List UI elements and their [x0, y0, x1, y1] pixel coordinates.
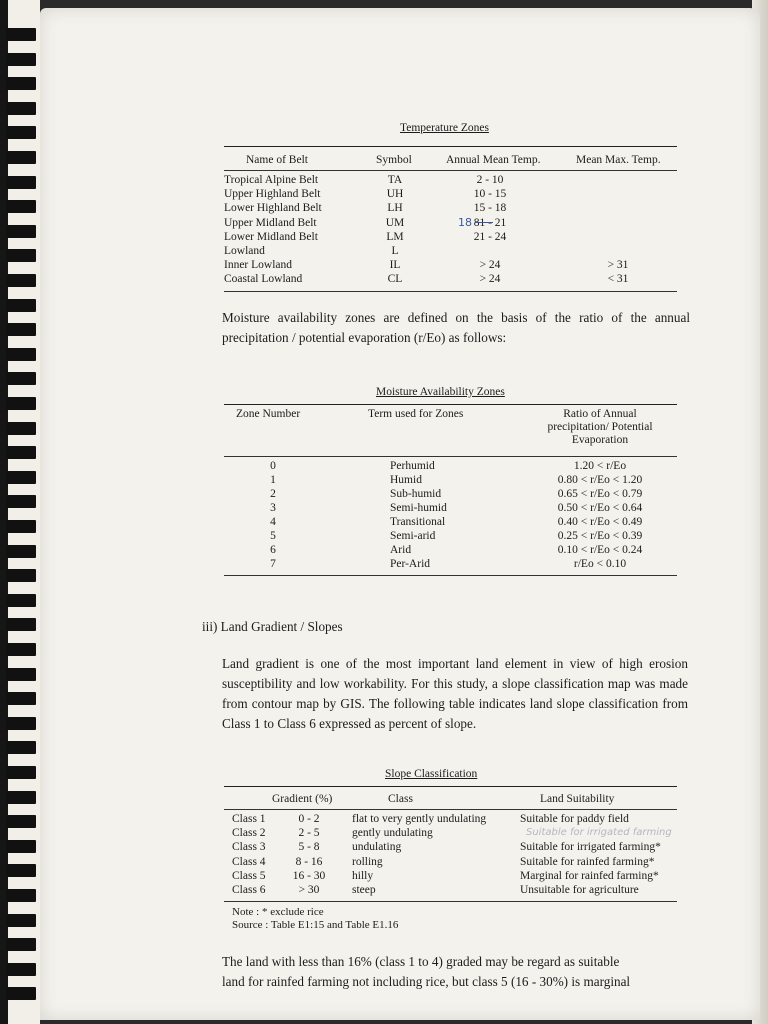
binding-hole [6, 766, 36, 779]
closing-paragraph-line-1: The land with less than 16% (class 1 to 4) graded may be regard as suitable [222, 954, 620, 969]
binding-hole [6, 471, 36, 484]
table-rule [224, 786, 677, 787]
table-cell: 0.10 < r/Eo < 0.24 [557, 544, 643, 556]
table-cell: LM [386, 230, 404, 243]
binding-hole [6, 495, 36, 508]
table-cell: Marginal for rainfed farming* [520, 869, 659, 882]
moisture-header-zone: Zone Number [236, 408, 301, 420]
table-cell: 4 [270, 516, 276, 528]
table-cell: Semi-humid [390, 502, 447, 514]
table-rule [224, 146, 677, 147]
binding-hole [6, 717, 36, 730]
table-cell: Class 3 [232, 841, 266, 854]
binding-hole [6, 938, 36, 951]
binding-hole [6, 987, 36, 1000]
binding-hole [6, 28, 36, 41]
table-cell: 0.50 < r/Eo < 0.64 [557, 502, 643, 514]
binding-hole [6, 102, 36, 115]
table-cell: 6 [270, 544, 276, 556]
table-cell: Class 2 [232, 827, 266, 840]
table-cell: 5 [270, 530, 276, 542]
table-cell: Transitional [390, 516, 446, 528]
table-cell: undulating [352, 841, 402, 854]
slope-header-gradient: Gradient (%) [272, 793, 333, 805]
table-rule [224, 291, 677, 292]
table-rule [224, 809, 677, 810]
binding-hole [6, 643, 36, 656]
table-cell: Tropical Alpine Belt [224, 174, 319, 186]
table-cell: LH [387, 202, 403, 215]
table-cell: 21 - 24 [473, 230, 507, 243]
table-cell: Coastal Lowland [224, 273, 303, 286]
binding-hole [6, 274, 36, 287]
binding-hole [6, 422, 36, 435]
temp-header-name: Name of Belt [246, 154, 308, 166]
table-cell: 0.40 < r/Eo < 0.49 [557, 516, 643, 528]
binding-hole [6, 225, 36, 238]
table-cell: hilly [352, 869, 374, 882]
table-rule [224, 456, 677, 457]
table-cell: 2 [270, 488, 276, 500]
table-rule [224, 170, 677, 171]
binding-hole [6, 323, 36, 336]
binding-hole [6, 864, 36, 877]
moisture-header-term: Term used for Zones [368, 408, 464, 420]
binding-hole [6, 963, 36, 976]
table-cell: Perhumid [390, 460, 435, 472]
table-cell: Lower Midland Belt [224, 230, 318, 243]
table-cell: 0.65 < r/Eo < 0.79 [557, 488, 643, 500]
table-cell: CL [387, 273, 403, 286]
table-cell: Lowland [224, 245, 265, 257]
table-cell: > 31 [607, 259, 629, 272]
table-cell: rolling [352, 855, 383, 868]
binding-hole [6, 741, 36, 754]
table-cell: > 24 [479, 259, 501, 272]
table-cell: Upper Midland Belt [224, 216, 317, 229]
table-cell: 5 - 8 [298, 841, 320, 854]
table-cell: 16 - 30 [292, 869, 326, 882]
table-cell: UM [385, 216, 405, 229]
binding-hole [6, 348, 36, 361]
table-cell: Class 6 [232, 884, 266, 896]
binding-hole [6, 299, 36, 312]
table-cell: 0 - 2 [298, 813, 320, 825]
table-cell: Class 1 [232, 813, 266, 825]
table-cell: Humid [390, 474, 422, 486]
table-cell: Arid [390, 544, 412, 556]
table-cell: IL [389, 259, 401, 272]
binding-hole [6, 791, 36, 804]
table-cell: < 31 [607, 273, 629, 286]
table-cell: 81 - 21 [473, 216, 507, 229]
table-cell: Semi-arid [390, 530, 436, 542]
table-cell: 0 [270, 460, 276, 472]
binding-hole [6, 692, 36, 705]
binding-hole [6, 889, 36, 902]
binding-hole [6, 372, 36, 385]
table-cell: steep [352, 884, 376, 896]
table-cell: Upper Highland Belt [224, 188, 321, 201]
table-cell: Suitable for rainfed farming* [520, 855, 655, 868]
slope-table-source: Source : Table E1:15 and Table E1.16 [232, 919, 399, 931]
moisture-table-caption: Moisture Availability Zones [376, 386, 505, 398]
table-cell: Lower Highland Belt [224, 202, 322, 215]
binding-hole [6, 176, 36, 189]
temp-header-symbol: Symbol [376, 154, 412, 166]
table-cell: r/Eo < 0.10 [573, 558, 627, 570]
table-cell: gently undulating [352, 827, 433, 840]
table-cell: 8 - 16 [295, 855, 323, 868]
binding-hole [6, 594, 36, 607]
table-cell: 0.80 < r/Eo < 1.20 [557, 474, 643, 486]
slope-table-note: Note : * exclude rice [232, 906, 324, 918]
moisture-header-ratio: Ratio of Annual precipitation/ Potential Evaporation [547, 408, 653, 446]
table-rule [224, 901, 677, 902]
moisture-intro-paragraph: Moisture availability zones are defined on the basis of the ratio of the annual precipitation / potential evaporation (r/Eo) as follows: [222, 310, 690, 345]
section-heading: iii) Land Gradient / Slopes [202, 619, 343, 634]
binding-hole [6, 151, 36, 164]
binding-hole [6, 397, 36, 410]
table-cell: TA [387, 174, 403, 186]
binding-hole [6, 914, 36, 927]
table-cell: flat to very gently undulating [352, 813, 487, 825]
binding-hole [6, 569, 36, 582]
table-cell: Class 5 [232, 869, 266, 882]
binding-hole [6, 53, 36, 66]
temp-header-mean-max: Mean Max. Temp. [576, 154, 661, 166]
table-cell: Class 4 [232, 855, 266, 868]
binding-hole [6, 815, 36, 828]
table-cell: Per-Arid [390, 558, 431, 570]
document-page [40, 8, 760, 1020]
table-cell: 3 [270, 502, 276, 514]
binding-hole [6, 446, 36, 459]
temperature-table-caption: Temperature Zones [400, 122, 489, 134]
table-cell: 15 - 18 [473, 202, 507, 215]
table-cell: 1.20 < r/Eo [573, 460, 627, 472]
table-cell: Unsuitable for agriculture [520, 884, 639, 896]
binding-hole [6, 249, 36, 262]
slope-header-class: Class [388, 793, 413, 805]
binding-hole [6, 545, 36, 558]
table-cell: 1 [270, 474, 276, 486]
table-cell: UH [386, 188, 404, 201]
table-cell: > 24 [479, 273, 501, 286]
table-cell: Suitable for irrigated farming* [520, 841, 661, 854]
handwritten-correction: 18 [458, 216, 472, 229]
binding-hole [6, 618, 36, 631]
table-cell: > 30 [298, 884, 320, 896]
table-cell: 0.25 < r/Eo < 0.39 [557, 530, 643, 542]
handwritten-suitability-note: Suitable for irrigated farming [526, 827, 672, 838]
slope-header-suitability: Land Suitability [540, 793, 615, 805]
binding-hole [6, 126, 36, 139]
table-cell: L [391, 245, 399, 257]
table-cell: 7 [270, 558, 276, 570]
binding-hole [6, 668, 36, 681]
binding-hole [6, 77, 36, 90]
spiral-binding [0, 0, 40, 1024]
closing-paragraph-line-2: land for rainfed farming not including rice, but class 5 (16 - 30%) is marginal [222, 974, 631, 989]
temp-header-annual-mean: Annual Mean Temp. [446, 154, 541, 166]
table-cell: 2 - 5 [298, 827, 320, 840]
slope-table-caption: Slope Classification [385, 768, 478, 780]
table-cell: Inner Lowland [224, 259, 293, 272]
table-cell: Suitable for paddy field [520, 813, 629, 825]
binding-hole [6, 200, 36, 213]
table-rule [224, 575, 677, 576]
binding-hole [6, 520, 36, 533]
table-cell: 2 - 10 [476, 174, 504, 186]
table-cell: Sub-humid [390, 488, 442, 500]
table-rule [224, 404, 677, 405]
strikethrough-mark [475, 222, 493, 223]
binding-hole [6, 840, 36, 853]
table-cell: 10 - 15 [473, 188, 507, 201]
gradient-paragraph: Land gradient is one of the most important land element in view of high erosion susceptibility and low workability. For this study, a slope classification map was made from contour map by GIS. The following table indicates land slope classification from Class 1 to Class 6 expressed as percent of slope. [222, 656, 688, 731]
